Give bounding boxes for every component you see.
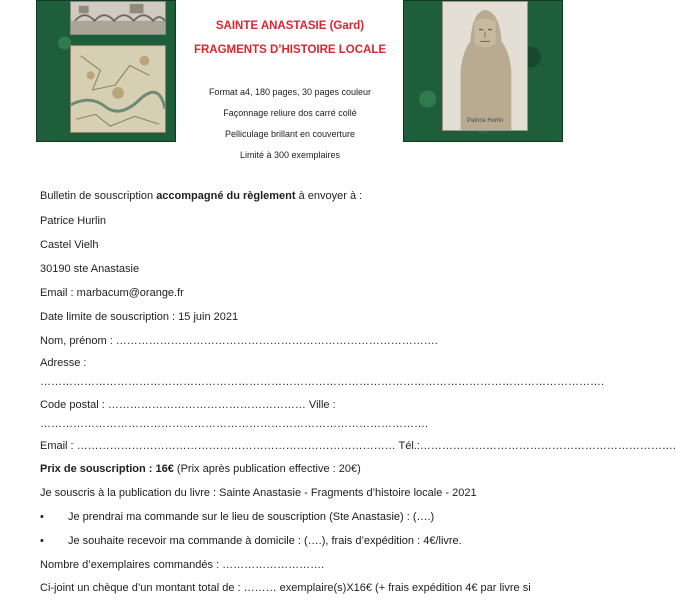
- contact-email: Email : marbacum@orange.fr: [40, 287, 184, 299]
- address-dotted-line: ……………………………………………………………………………………………………………………………………….: [40, 376, 605, 388]
- spec-lamination: Pelliculage brillant en couverture: [224, 129, 356, 139]
- price-note: (Prix après publication effective : 20€): [173, 463, 361, 475]
- name-field: Nom, prénom : …………………………………………………………………………….: [40, 335, 438, 347]
- price-bold: Prix de souscription : 16€: [40, 463, 174, 475]
- recipient-street: Castel Vielh: [40, 239, 99, 251]
- book-title-line-2: FRAGMENTS D’HISTOIRE LOCALE: [193, 44, 387, 56]
- book-cover-left-image: [36, 0, 176, 142]
- cheque-total-line: Ci-joint un chèque d’un montant total de : ……… exemplaire(s)X16€ (+ frais expédition 4€ par livre si: [40, 582, 531, 594]
- recipient-name: Patrice Hurlin: [40, 215, 107, 227]
- spec-format: Format a4, 180 pages, 30 pages couleur: [208, 87, 372, 97]
- copies-count-field: Nombre d’exemplaires commandés : ……………………….: [40, 559, 325, 571]
- book-title-line-1: SAINTE ANASTASIE (Gard): [215, 20, 365, 32]
- subscription-statement: Je souscris à la publication du livre : Sainte Anastasie - Fragments d’histoire locale - 2021: [40, 487, 477, 499]
- address-label: Adresse :: [40, 357, 87, 369]
- email-phone-field: Email : …………………………………………………………………………… Tél.:…………………………………………………………….: [40, 440, 676, 452]
- statue-photo: [442, 1, 528, 131]
- deadline-text: Date limite de souscription : 15 juin 2021: [40, 311, 239, 323]
- form-intro: [40, 190, 362, 202]
- price-line: [40, 463, 361, 475]
- spec-limit: Limité à 300 exemplaires: [239, 150, 341, 160]
- book-cover-right-image: [403, 0, 563, 142]
- village-bridge-photo: [70, 1, 166, 35]
- form-intro-prefix: Bulletin de souscription: [40, 190, 157, 202]
- recipient-city: 30190 ste Anastasie: [40, 263, 140, 275]
- spec-binding: Façonnage reliure dos carré collé: [223, 108, 357, 118]
- old-map-image: [70, 45, 166, 133]
- statue-caption: Patrice Hurlin: [466, 118, 503, 124]
- bullet-icon: •: [40, 535, 44, 547]
- city-dotted-line: …………………………………………………………………………………………….: [40, 418, 429, 430]
- form-intro-bold: accompagné du règlement: [156, 190, 296, 202]
- postal-code-field: Code postal : ……………………………………………… Ville :: [40, 399, 336, 411]
- option-home-delivery: Je souhaite recevoir ma commande à domicile : (….), frais d’expédition : 4€/livre.: [68, 535, 462, 547]
- form-intro-suffix: à envoyer à :: [295, 190, 363, 202]
- option-pickup: Je prendrai ma commande sur le lieu de souscription (Ste Anastasie) : (….): [68, 511, 435, 523]
- bullet-icon: •: [40, 511, 44, 523]
